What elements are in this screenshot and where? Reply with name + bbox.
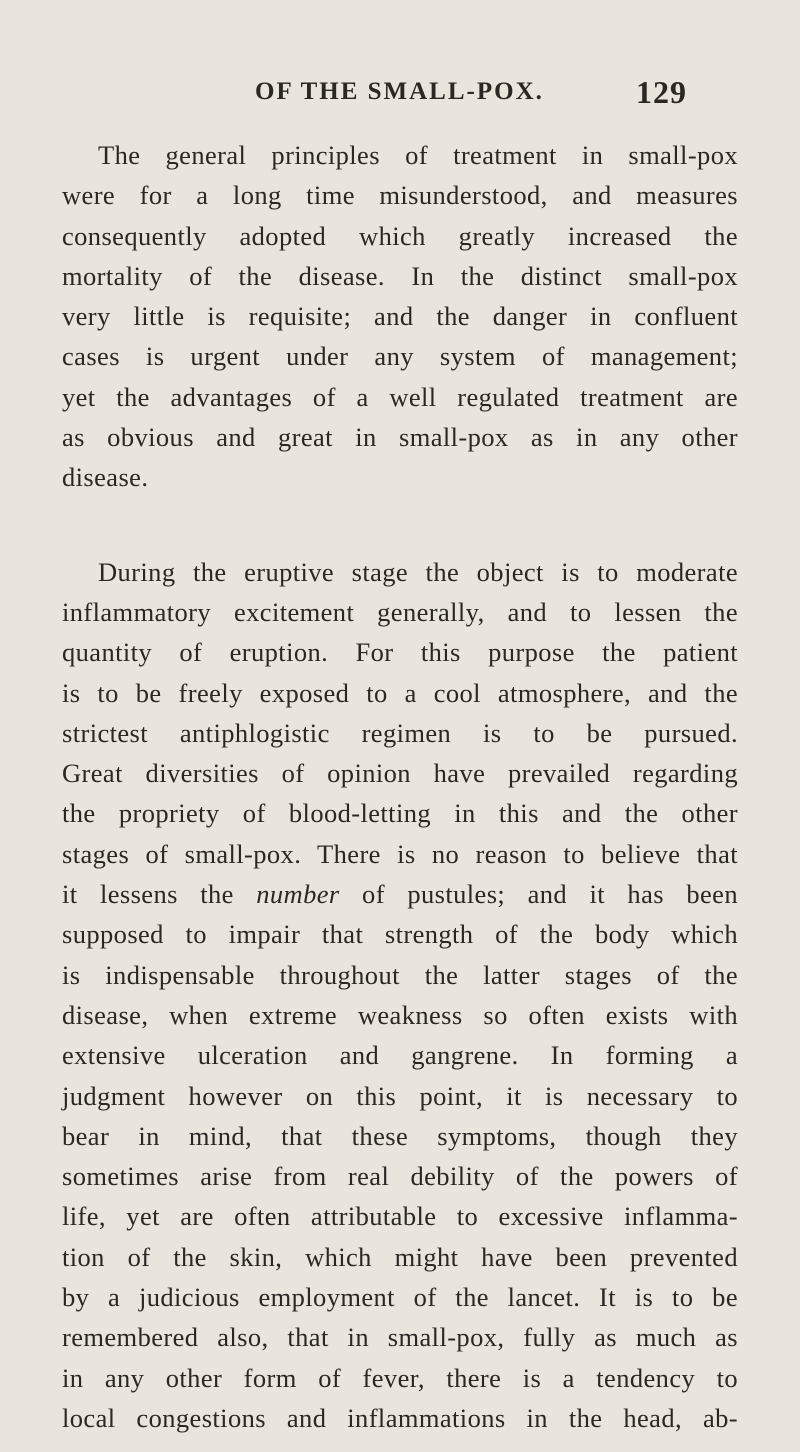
text-line: During the eruptive stage the object is to moderate [98, 556, 738, 587]
text-line: local congestions and inflammations in the head, ab- [62, 1402, 738, 1433]
text-line: mortality of the disease. In the distinct small-pox [62, 260, 738, 291]
italic-emphasis: number [256, 879, 340, 910]
text-line: as obvious and great in small-pox as in any other [62, 422, 738, 453]
text-line: sometimes arise from real debility of the powers of [62, 1161, 738, 1192]
paragraph-2 [62, 552, 738, 1439]
text-line-mixed [62, 874, 738, 914]
text-line: life, yet are often attributable to excessive inflamma- [62, 1201, 738, 1232]
text-line: is to be freely exposed to a cool atmosphere, and the [62, 677, 738, 708]
text-line: the propriety of blood-letting in this and the other [62, 798, 738, 829]
text-line: very little is requisite; and the danger in confluent [62, 301, 738, 332]
text-line: yet the advantages of a well regulated treatment are [62, 381, 738, 412]
text-segment: of pustules; and it has been [362, 879, 738, 910]
paragraph-1 [62, 135, 738, 498]
running-head: OF THE SMALL-POX. [255, 78, 544, 105]
text-line: supposed to impair that strength of the body which [62, 919, 738, 950]
text-line: by a judicious employment of the lancet. It is to be [62, 1282, 738, 1313]
text-line: disease, when extreme weakness so often exists with [62, 999, 738, 1030]
page-number: 129 [636, 74, 687, 110]
text-line: judgment however on this point, it is necessary to [62, 1080, 738, 1111]
text-line: extensive ulceration and gangrene. In forming a [62, 1040, 738, 1071]
text-line: were for a long time misunderstood, and measures [62, 180, 738, 211]
page-header [0, 74, 800, 118]
text-line: inflammatory excitement generally, and to lessen the [62, 596, 738, 627]
text-line: in any other form of fever, there is a tendency to [62, 1362, 738, 1393]
text-line: tion of the skin, which might have been prevented [62, 1241, 738, 1272]
text-line: bear in mind, that these symptoms, though they [62, 1120, 738, 1151]
body-text [62, 135, 738, 1438]
text-line: is indispensable throughout the latter stages of the [62, 959, 738, 990]
text-line: Great diversities of opinion have prevailed regarding [62, 758, 738, 789]
text-line: strictest antiphlogistic regimen is to be pursued. [62, 717, 738, 748]
text-line: quantity of eruption. For this purpose the patient [62, 637, 738, 668]
text-line: consequently adopted which greatly increased the [62, 220, 738, 251]
text-line: The general principles of treatment in small-pox [98, 140, 738, 170]
text-line: remembered also, that in small-pox, fully as much as [62, 1322, 738, 1353]
text-line: cases is urgent under any system of management; [62, 341, 738, 372]
text-line: stages of small-pox. There is no reason to believe that [62, 838, 738, 869]
text-line: disease. [62, 462, 149, 493]
text-segment: it lessens the [62, 879, 234, 910]
